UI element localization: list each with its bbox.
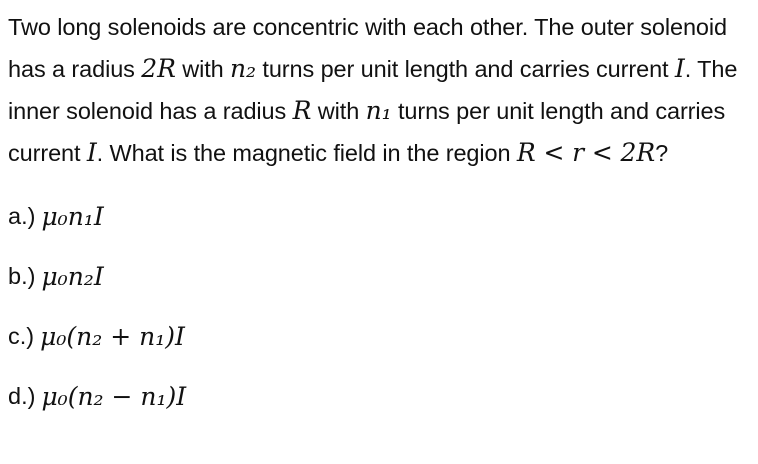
option-label: c.) [8,322,35,349]
question-text-segment: with [175,56,231,82]
question-text-segment: . What is the magnetic field in the region [96,140,517,166]
answer-option-a[interactable] [8,186,748,246]
math-outer-radius: 2R [141,54,176,83]
math-n1: n₁ [365,96,392,125]
question-text-segment: turns per unit length and carries current [8,98,726,166]
option-expression: μ₀n₂I [41,261,104,291]
answer-option-d[interactable] [8,366,748,426]
answer-option-b[interactable] [8,246,748,306]
math-n2: n₂ [230,54,256,83]
question-text [8,6,748,174]
question-text-segment: turns per unit length and carries current [255,56,675,82]
option-expression: μ₀(n₂ − n₁)I [41,381,187,411]
question-text-segment: ? [655,140,669,166]
math-inner-radius: R [292,96,312,125]
option-label: d.) [8,382,36,409]
option-label: b.) [8,262,36,289]
option-expression: μ₀n₁I [41,201,104,231]
answer-options [8,186,748,426]
question-text-segment: Two long solenoids are concentric with each other. The outer solenoid has a radius [8,14,727,82]
option-expression: μ₀(n₂ + n₁)I [40,321,185,351]
question-text-segment: with [311,98,366,124]
math-current: I [86,138,97,167]
math-region: R < r < 2R [516,138,656,167]
option-label: a.) [8,202,36,229]
math-current: I [674,54,685,83]
question-text-segment: . The inner solenoid has a radius [8,56,738,124]
answer-option-c[interactable] [8,306,748,366]
